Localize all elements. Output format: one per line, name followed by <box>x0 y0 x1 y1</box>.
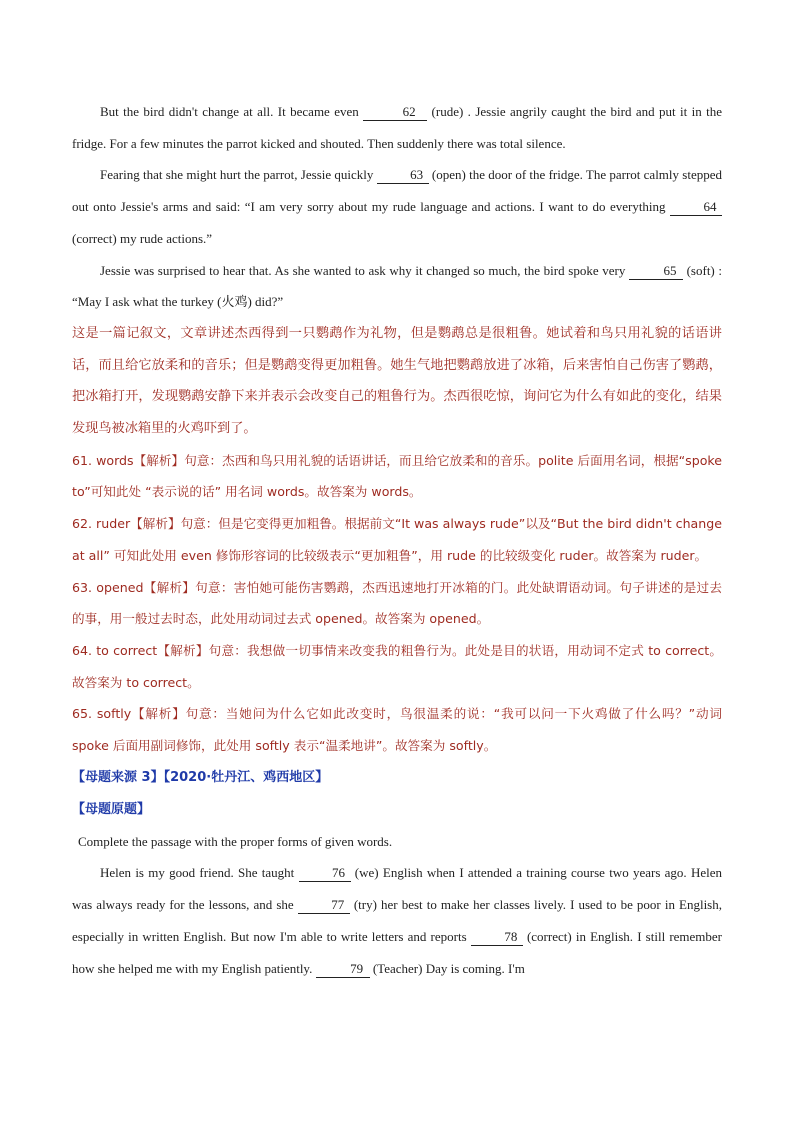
answer-blank-62[interactable]: 62 <box>363 104 427 121</box>
original-question-heading: 【母题原题】 <box>72 801 151 817</box>
answer-blank-63[interactable]: 63 <box>377 167 429 184</box>
answer-blank-76[interactable]: 76 <box>299 865 351 882</box>
answer-explanation-64: 64. to correct【解析】句意：我想做一切事情来改变我的粗鲁行为。此处是目的状语，用动词不定式 to correct。故答案为 to correct。 <box>72 642 722 690</box>
answer-blank-64[interactable]: 64 <box>670 199 722 216</box>
answer-explanation-63: 63. opened【解析】句意：害怕她可能伤害鹦鹉，杰西迅速地打开冰箱的门。此处缺谓语动词。句子讲述的是过去的事，用一般过去时态，此处用动词过去式 opened。故答案为 opened。 <box>72 579 723 627</box>
passage2-paragraph: Helen is my good friend. She taught 76 (we) English when I attended a training course two years ago. Helen was always ready for the lessons, and she 77 (try) her best to make her classes lively. I used to be poor in English, especially in written English. But now I'm able to write letters and reports 78 (correct) in English. I still remember how she helped me with my English patiently. 79 (Teacher) Day is coming. I'm <box>72 865 723 976</box>
document-page <box>72 96 722 984</box>
answer-blank-77[interactable]: 77 <box>298 897 350 914</box>
answer-explanation-65: 65. softly【解析】句意：当她问为什么它如此改变时，鸟很温柔的说：“我可以问一下火鸡做了什么吗？”动词 spoke 后面用副词修饰，此处用 softly 表示“温柔地讲”。故答案为 softly。 <box>72 706 722 754</box>
answer-explanation-62: 62. ruder【解析】句意：但是它变得更加粗鲁。根据前文“It was always rude”以及“But the bird didn't change at all” 可知此处用 even 修饰形容词的比较级表示“更加粗鲁”，用 rude 的比较级变化 ruder。故答案为 ruder。 <box>72 516 722 563</box>
answer-explanation-61: 61. words【解析】句意：杰西和鸟只用礼貌的话语讲话，而且给它放柔和的音乐。polite 后面用名词，根据“spoke to”可知此处 “表示说的话” 用名词 words。故答案为 words。 <box>72 452 722 500</box>
answer-blank-78[interactable]: 78 <box>471 929 523 946</box>
passage-paragraph-3: Jessie was surprised to hear that. As she wanted to ask why it changed so much, the bird spoke very 65 (soft) : “May I ask what the turkey (火鸡) did?” <box>72 262 723 310</box>
instruction-text: Complete the passage with the proper forms of given words. <box>78 833 393 849</box>
passage-summary: 这是一篇记叙文，文章讲述杰西得到一只鹦鹉作为礼物，但是鹦鹉总是很粗鲁。她试着和鸟只用礼貌的话语讲话，而且给它放柔和的音乐；但是鹦鹉变得更加粗鲁。她生气地把鹦鹉放进了冰箱，后来害怕自己伤害了鹦鹉，把冰箱打开，发现鹦鹉安静下来并表示会改变自己的粗鲁行为。杰西很吃惊，询问它为什么有如此的变化，结果发现鸟被冰箱里的火鸡吓到了。 <box>72 325 722 437</box>
passage-paragraph-1: But the bird didn't change at all. It became even 62 (rude) . Jessie angrily caught the bird and put it in the fridge. For a few minutes the parrot kicked and shouted. Then suddenly there was total silence. <box>72 104 723 151</box>
answer-blank-79[interactable]: 79 <box>316 961 370 978</box>
source-heading: 【母题来源 3】【2020·牡丹江、鸡西地区】 <box>72 769 329 785</box>
passage-paragraph-2: Fearing that she might hurt the parrot, Jessie quickly 63 (open) the door of the fridge. The parrot calmly stepped out onto Jessie's arms and said: “I am very sorry about my rude language and actions. I want to do everything 64 (correct) my rude actions.” <box>72 167 722 246</box>
answer-blank-65[interactable]: 65 <box>629 263 683 280</box>
